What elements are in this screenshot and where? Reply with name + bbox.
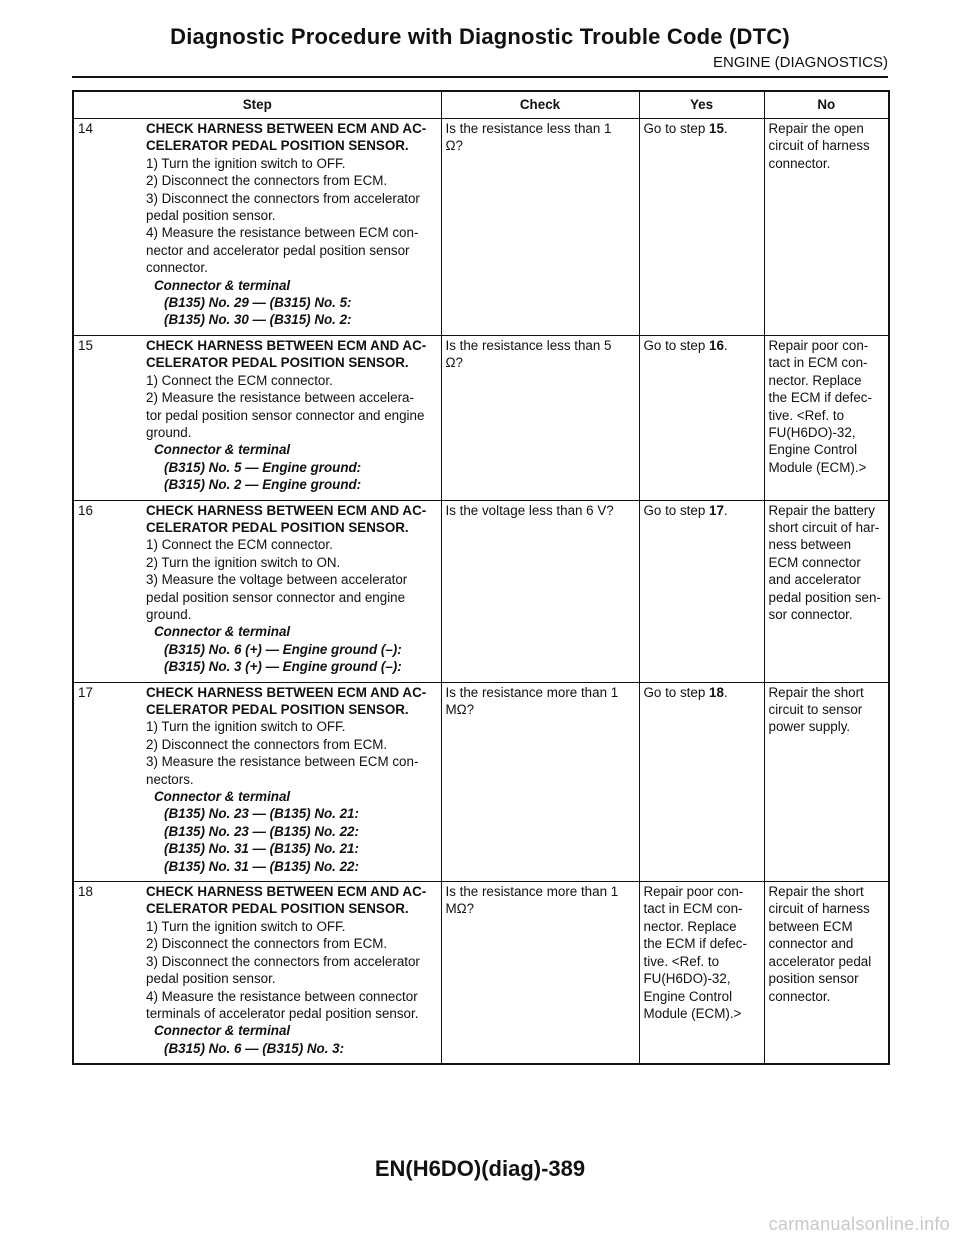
connector-terminal-line: (B315) No. 2 — Engine ground: [164, 477, 362, 493]
step-instruction-line: tor pedal position sensor connector and engine [146, 407, 425, 423]
check-cell [441, 682, 639, 881]
no-cell [764, 335, 889, 500]
watermark: carmanualsonline.info [768, 1214, 950, 1234]
step-instruction-line: 4) Measure the resistance between connector [146, 988, 418, 1004]
connector-terminal-line: (B315) No. 6 (+) — Engine ground (–): [164, 641, 402, 657]
yes-cell [639, 682, 764, 881]
no-text-line: Engine Control [768, 442, 858, 458]
step-instruction-line: 2) Disconnect the connectors from ECM. [146, 736, 388, 752]
step-title-line: CHECK HARNESS BETWEEN ECM AND AC- [146, 684, 427, 700]
yes-text-line: tact in ECM con- [643, 901, 743, 917]
step-instruction-line: 1) Turn the ignition switch to OFF. [146, 918, 346, 934]
step-content [78, 120, 437, 329]
step-title-line: CELERATOR PEDAL POSITION SENSOR. [146, 355, 409, 371]
table-header-row [73, 91, 889, 119]
yes-text-line: Module (ECM).> [643, 1005, 742, 1021]
no-cell [764, 119, 889, 336]
check-text-line: Ω? [445, 355, 463, 371]
step-instruction-line: 1) Connect the ECM connector. [146, 537, 333, 553]
step-instruction-line: 2) Measure the resistance between accelera- [146, 390, 414, 406]
yes-step-reference: 18 [709, 684, 724, 700]
step-body [146, 684, 437, 875]
step-instruction-line: ground. [146, 424, 192, 440]
step-number: 15 [78, 337, 93, 353]
step-body [146, 337, 437, 494]
step-instruction-line: 3) Measure the resistance between ECM con- [146, 754, 419, 770]
step-instruction-line: 1) Turn the ignition switch to OFF. [146, 719, 346, 735]
step-instruction-line: pedal position sensor connector and engine [146, 589, 406, 605]
step-number: 16 [78, 502, 93, 518]
yes-step-reference: 16 [709, 337, 724, 353]
no-text-line: pedal position sen- [768, 589, 881, 605]
yes-suffix: . [723, 121, 728, 136]
no-text-line: Repair the short [768, 684, 864, 700]
step-title-line: CHECK HARNESS BETWEEN ECM AND AC- [146, 502, 427, 518]
no-text-line: position sensor [768, 971, 859, 987]
check-cell [441, 500, 639, 682]
no-text-line: accelerator pedal [768, 953, 872, 969]
step-body [146, 883, 437, 1057]
table-row [73, 682, 889, 881]
connector-label: Connector & terminal [154, 442, 291, 458]
step-cell [73, 119, 441, 336]
column-header-no: No [764, 91, 889, 119]
no-text-line: Repair the open [768, 121, 864, 136]
step-instruction-line: 3) Disconnect the connectors from accelerator [146, 190, 420, 206]
step-title-line: CHECK HARNESS BETWEEN ECM AND AC- [146, 121, 427, 136]
no-text-line: tive. <Ref. to [768, 407, 845, 423]
yes-step-reference: 17 [709, 502, 724, 518]
column-header-check: Check [441, 91, 639, 119]
yes-suffix: . [723, 502, 728, 518]
table-row [73, 119, 889, 336]
no-cell [764, 500, 889, 682]
connector-terminal-line: (B135) No. 23 — (B135) No. 22: [164, 823, 359, 839]
header-rule [72, 76, 888, 78]
check-text-line: Is the resistance more than 1 [445, 884, 619, 900]
check-text-line: Is the resistance less than 1 [445, 121, 612, 136]
step-instruction-line: 3) Measure the voltage between accelerator [146, 572, 408, 588]
table-row [73, 335, 889, 500]
connector-label: Connector & terminal [154, 277, 291, 293]
step-instruction-line: 2) Disconnect the connectors from ECM. [146, 173, 388, 189]
table-row [73, 500, 889, 682]
yes-text-line [644, 684, 760, 701]
check-text-line: MΩ? [445, 702, 475, 717]
step-number: 17 [78, 684, 93, 700]
no-text-line: Module (ECM).> [768, 459, 867, 475]
yes-step-reference: 15 [709, 121, 724, 136]
connector-terminal-line: (B135) No. 31 — (B135) No. 22: [164, 858, 359, 874]
no-text-line: ECM connector [768, 554, 861, 570]
step-content [78, 502, 437, 676]
section-label: ENGINE (DIAGNOSTICS) [712, 54, 888, 71]
yes-prefix: Go to step [643, 121, 710, 136]
no-text-line: circuit to sensor [768, 702, 863, 717]
yes-cell [639, 500, 764, 682]
no-text-line: Repair the battery [768, 502, 875, 518]
yes-prefix: Go to step [643, 684, 710, 700]
column-header-yes: Yes [639, 91, 764, 119]
no-cell [764, 882, 889, 1065]
step-instruction-line: 1) Connect the ECM connector. [146, 372, 333, 388]
yes-cell [639, 882, 764, 1065]
step-title-line: CELERATOR PEDAL POSITION SENSOR. [146, 519, 409, 535]
no-text-line: FU(H6DO)-32, [768, 424, 856, 440]
check-text-line: Ω? [445, 138, 463, 154]
step-number: 18 [78, 884, 93, 900]
no-text-line: sor connector. [768, 606, 853, 622]
connector-terminal-line: (B135) No. 23 — (B135) No. 21: [164, 806, 359, 822]
step-body [146, 502, 437, 676]
step-body [146, 120, 437, 329]
yes-suffix: . [723, 684, 728, 700]
step-instruction-line: 2) Disconnect the connectors from ECM. [146, 936, 388, 952]
no-text-line: the ECM if defec- [768, 390, 872, 406]
page-number: EN(H6DO)(diag)-389 [374, 1156, 586, 1181]
step-cell [73, 882, 441, 1065]
yes-cell [639, 119, 764, 336]
yes-text-line [644, 502, 760, 519]
no-cell [764, 682, 889, 881]
check-text-line: Is the voltage less than 6 V? [445, 502, 614, 518]
step-instruction-line: pedal position sensor. [146, 971, 276, 987]
step-cell [73, 335, 441, 500]
no-text-line: Repair poor con- [768, 337, 869, 353]
no-text-line: connector and [768, 936, 854, 952]
yes-prefix: Go to step [643, 502, 710, 518]
step-content [78, 883, 437, 1057]
check-cell [441, 119, 639, 336]
check-cell [441, 335, 639, 500]
yes-text-line: Engine Control [643, 988, 733, 1004]
yes-cell [639, 335, 764, 500]
connector-label: Connector & terminal [154, 624, 291, 640]
no-text-line: connector. [768, 155, 831, 171]
yes-text-line: nector. Replace [643, 918, 737, 934]
yes-suffix: . [723, 337, 728, 353]
connector-terminal-line: (B315) No. 3 (+) — Engine ground (–): [164, 659, 402, 675]
no-text-line: and accelerator [768, 572, 861, 588]
yes-text-line [644, 120, 760, 137]
step-title-line: CELERATOR PEDAL POSITION SENSOR. [146, 901, 409, 917]
step-instruction-line: pedal position sensor. [146, 208, 276, 224]
step-cell [73, 682, 441, 881]
step-content [78, 337, 437, 494]
check-cell [441, 882, 639, 1065]
step-instruction-line: 4) Measure the resistance between ECM con- [146, 225, 419, 241]
yes-text-line: the ECM if defec- [643, 936, 747, 952]
step-instruction-line: terminals of accelerator pedal position sensor. [146, 1005, 419, 1021]
step-number: 14 [78, 121, 93, 136]
diagnostic-table [72, 90, 890, 1065]
no-text-line: connector. [768, 988, 831, 1004]
step-title-line: CELERATOR PEDAL POSITION SENSOR. [146, 702, 409, 717]
step-instruction-line: 1) Turn the ignition switch to OFF. [146, 155, 346, 171]
no-text-line: Repair the short [768, 884, 864, 900]
yes-text-line [644, 337, 760, 354]
no-text-line: circuit of harness [768, 901, 870, 917]
yes-prefix: Go to step [643, 337, 710, 353]
step-instruction-line: 3) Disconnect the connectors from accelerator [146, 953, 420, 969]
connector-terminal-line: (B135) No. 31 — (B135) No. 21: [164, 841, 359, 857]
connector-label: Connector & terminal [154, 1023, 291, 1039]
connector-label: Connector & terminal [154, 789, 291, 805]
connector-terminal-line: (B315) No. 6 — (B315) No. 3: [164, 1040, 345, 1056]
connector-terminal-line: (B315) No. 5 — Engine ground: [164, 459, 362, 475]
step-title-line: CELERATOR PEDAL POSITION SENSOR. [146, 138, 409, 154]
step-content [78, 684, 437, 875]
table-row [73, 882, 889, 1065]
no-text-line: short circuit of har- [768, 519, 880, 535]
step-instruction-line: connector. [146, 260, 208, 276]
no-text-line: between ECM [768, 918, 853, 934]
step-instruction-line: nectors. [146, 771, 194, 787]
column-header-step: Step [73, 91, 441, 119]
page-title: Diagnostic Procedure with Diagnostic Trouble Code (DTC) [170, 24, 790, 49]
yes-text-line: tive. <Ref. to [643, 953, 720, 969]
connector-terminal-line: (B135) No. 30 — (B315) No. 2: [164, 312, 352, 328]
check-text-line: Is the resistance more than 1 [445, 684, 619, 700]
yes-text-line: FU(H6DO)-32, [643, 971, 731, 987]
step-cell [73, 500, 441, 682]
no-text-line: ness between [768, 537, 852, 553]
check-text-line: MΩ? [445, 901, 475, 917]
connector-terminal-line: (B135) No. 29 — (B315) No. 5: [164, 295, 352, 311]
step-instruction-line: 2) Turn the ignition switch to ON. [146, 554, 341, 570]
step-instruction-line: ground. [146, 606, 192, 622]
no-text-line: tact in ECM con- [768, 355, 868, 371]
no-text-line: nector. Replace [768, 372, 862, 388]
no-text-line: power supply. [768, 719, 851, 735]
step-title-line: CHECK HARNESS BETWEEN ECM AND AC- [146, 884, 427, 900]
step-title-line: CHECK HARNESS BETWEEN ECM AND AC- [146, 337, 427, 353]
no-text-line: circuit of harness [768, 138, 870, 154]
yes-text-line: Repair poor con- [643, 884, 744, 900]
check-text-line: Is the resistance less than 5 [445, 337, 612, 353]
step-instruction-line: nector and accelerator pedal position sensor [146, 242, 410, 258]
